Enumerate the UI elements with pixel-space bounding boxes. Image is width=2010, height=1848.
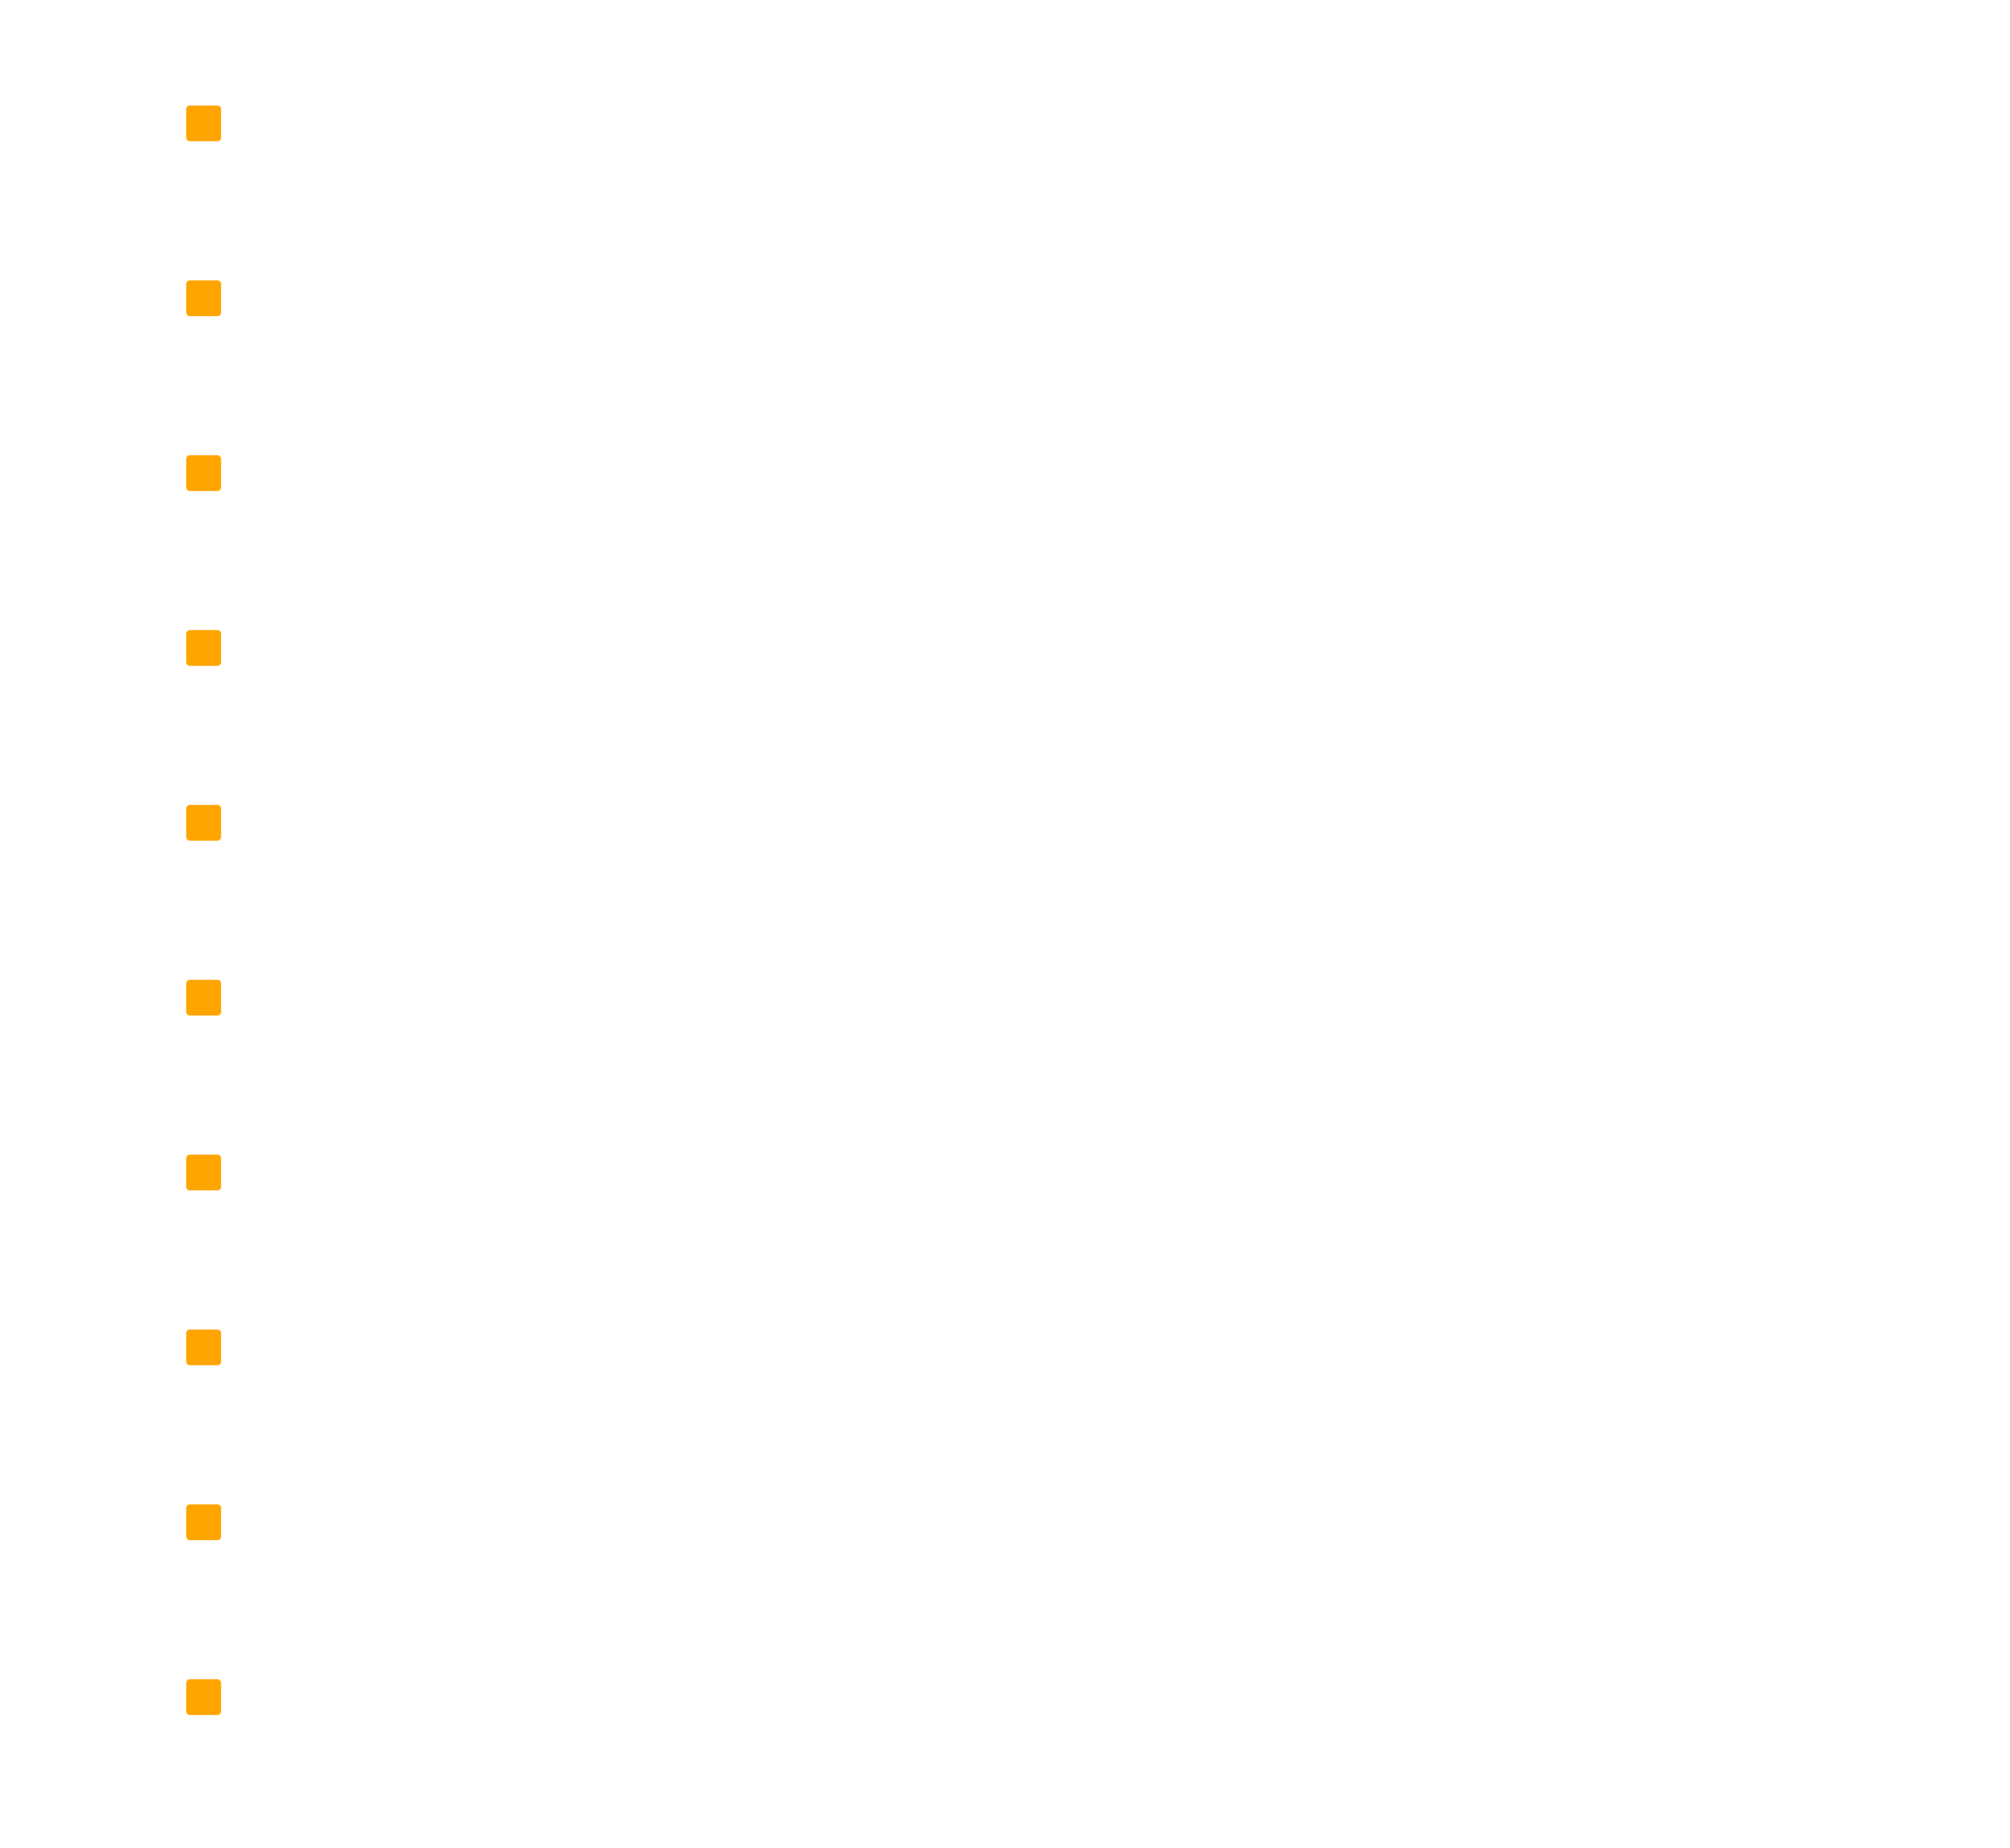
- orange-square-icon: [186, 805, 221, 841]
- orange-square-icon: [186, 1679, 221, 1715]
- orange-square-icon: [186, 1155, 221, 1190]
- orange-square-icon: [186, 1330, 221, 1365]
- orange-square-icon: [186, 280, 221, 316]
- orange-square-icon: [186, 455, 221, 491]
- orange-square-icon: [186, 980, 221, 1015]
- orange-square-icon: [186, 630, 221, 666]
- orange-square-icon: [186, 1504, 221, 1540]
- orange-square-icon: [186, 106, 221, 141]
